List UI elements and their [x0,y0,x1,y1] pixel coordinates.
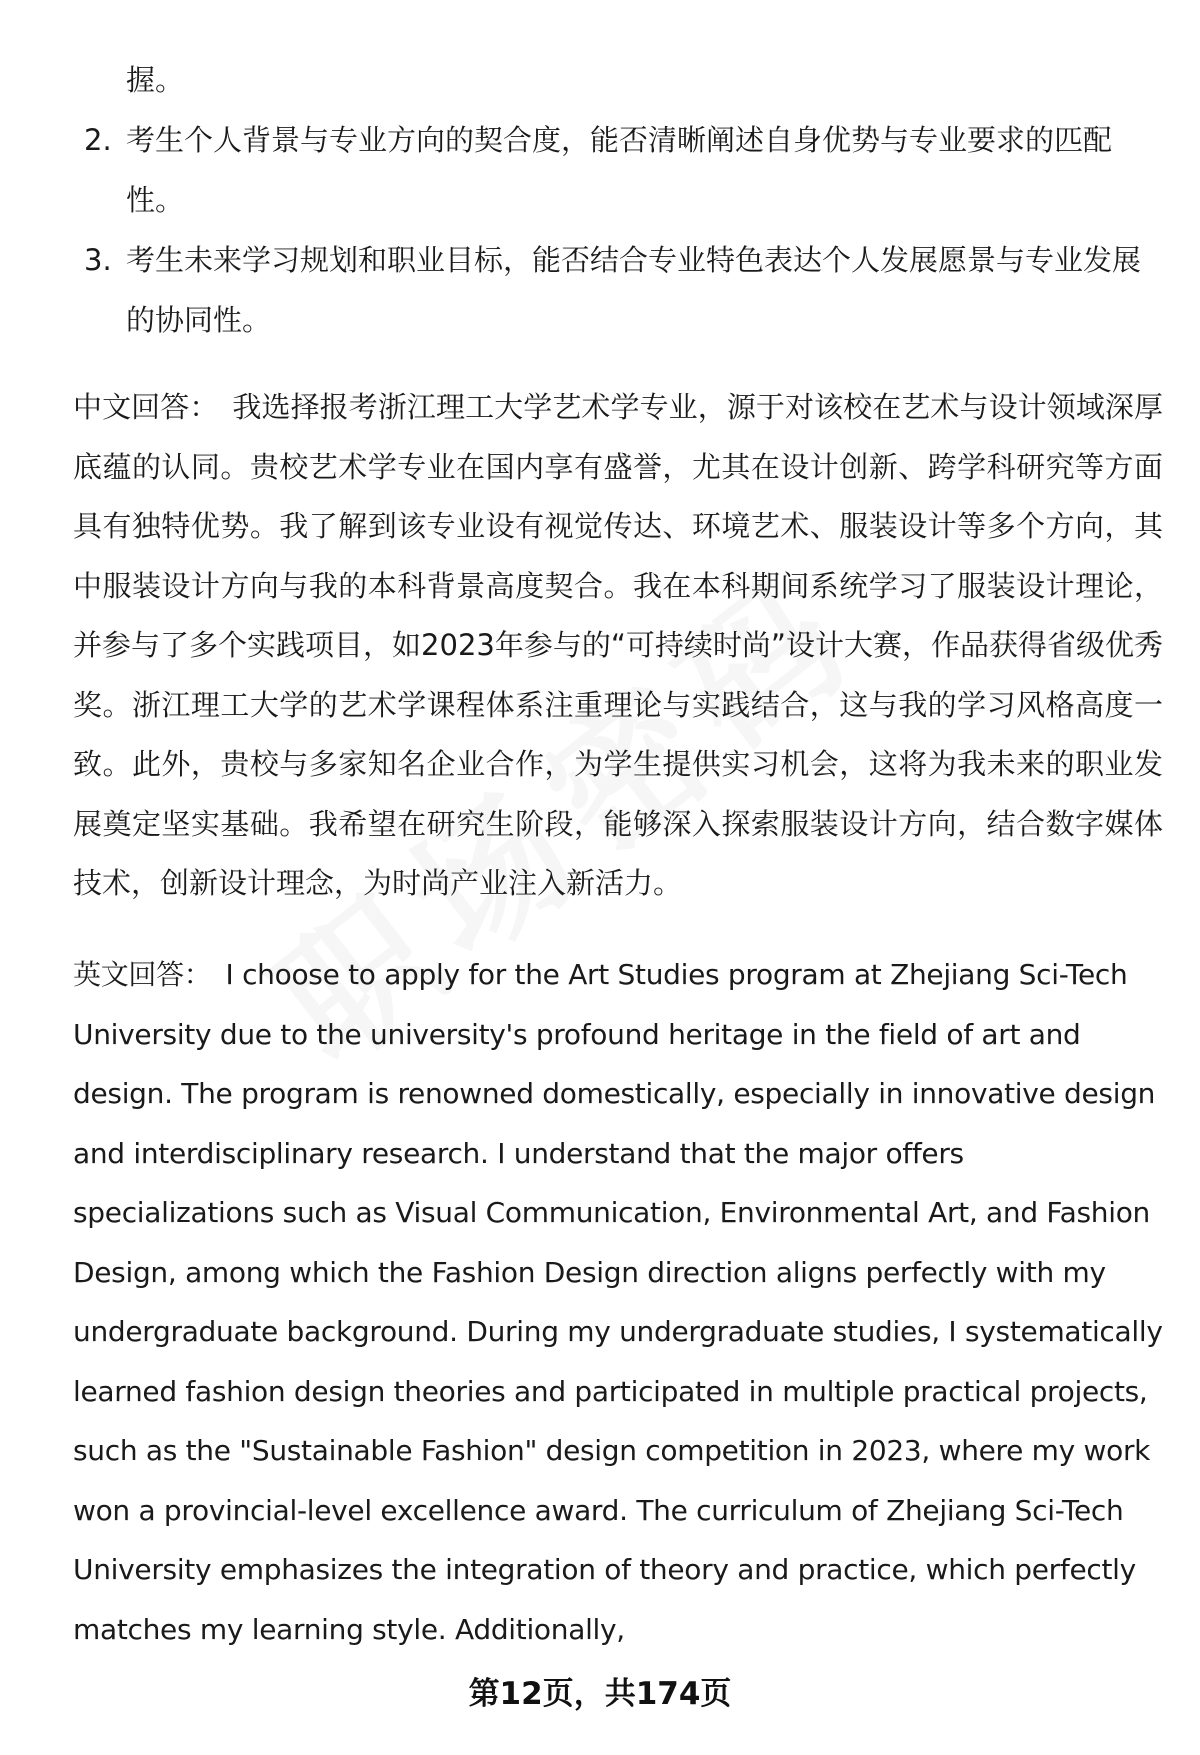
chinese-answer-text: 我选择报考浙江理工大学艺术学专业，源于对该校在艺术与设计领域深厚底蕴的认同。贵校艺术学专业在国内享有盛誉，尤其在设计创新、跨学科研究等方面具有独特优势。我了解到该专业设有视觉传达、环境艺术、服装设计等多个方向，其中服装设计方向与我的本科背景高度契合。我在本科期间系统学习了服装设计理论，并参与了多个实践项目，如2023年参与的“可持续时尚”设计大赛，作品获得省级优秀奖。浙江理工大学的艺术学课程体系注重理论与实践结合，这与我的学习风格高度一致。此外，贵校与多家知名企业合作，为学生提供实习机会，这将为我未来的职业发展奠定坚实基础。我希望在研究生阶段，能够深入探索服装设计方向，结合数字媒体技术，创新设计理念，为时尚产业注入新活力。 [73,390,1163,900]
chinese-answer-label: 中文回答： [73,390,219,424]
list-item-text: 考生未来学习规划和职业目标，能否结合专业特色表达个人发展愿景与专业发展的协同性。 [126,243,1142,337]
list-item-number: 2. [84,123,112,157]
list-item-text: 考生个人背景与专业方向的契合度，能否清晰阐述自身优势与专业要求的匹配性。 [126,123,1113,217]
page-number-footer: 第12页，共174页 [468,1676,732,1712]
evaluation-criteria-list [0,50,1200,350]
list-item [0,230,1200,350]
list-item-text: 握。 [126,63,185,97]
english-answer-paragraph [73,945,1163,1659]
english-answer-text: I choose to apply for the Art Studies program at Zhejiang Sci-Tech University due to the university's profound heritage in the field of art and design. The program is renowned domestically, especially in innovative design and interdisciplinary research. I understand that the major offers specializations such as Visual Communication, Environmental Art, and Fashion Design, among which the Fashion Design direction aligns perfectly with my undergraduate background. During my undergraduate studies, I systematically learned fashion design theories and participated in multiple practical projects, such as the "Sustainable Fashion" design competition in 2023, where my work won a provincial-level excellence award. The curriculum of Zhejiang Sci-Tech University emphasizes the integration of theory and practice, which perfectly matches my learning style. Additionally, [73,958,1163,1646]
list-item [0,110,1200,230]
english-answer-label: 英文回答： [73,958,212,991]
chinese-answer-paragraph [73,378,1163,914]
list-item-number: 3. [84,243,112,277]
list-item-continuation [0,50,1200,110]
